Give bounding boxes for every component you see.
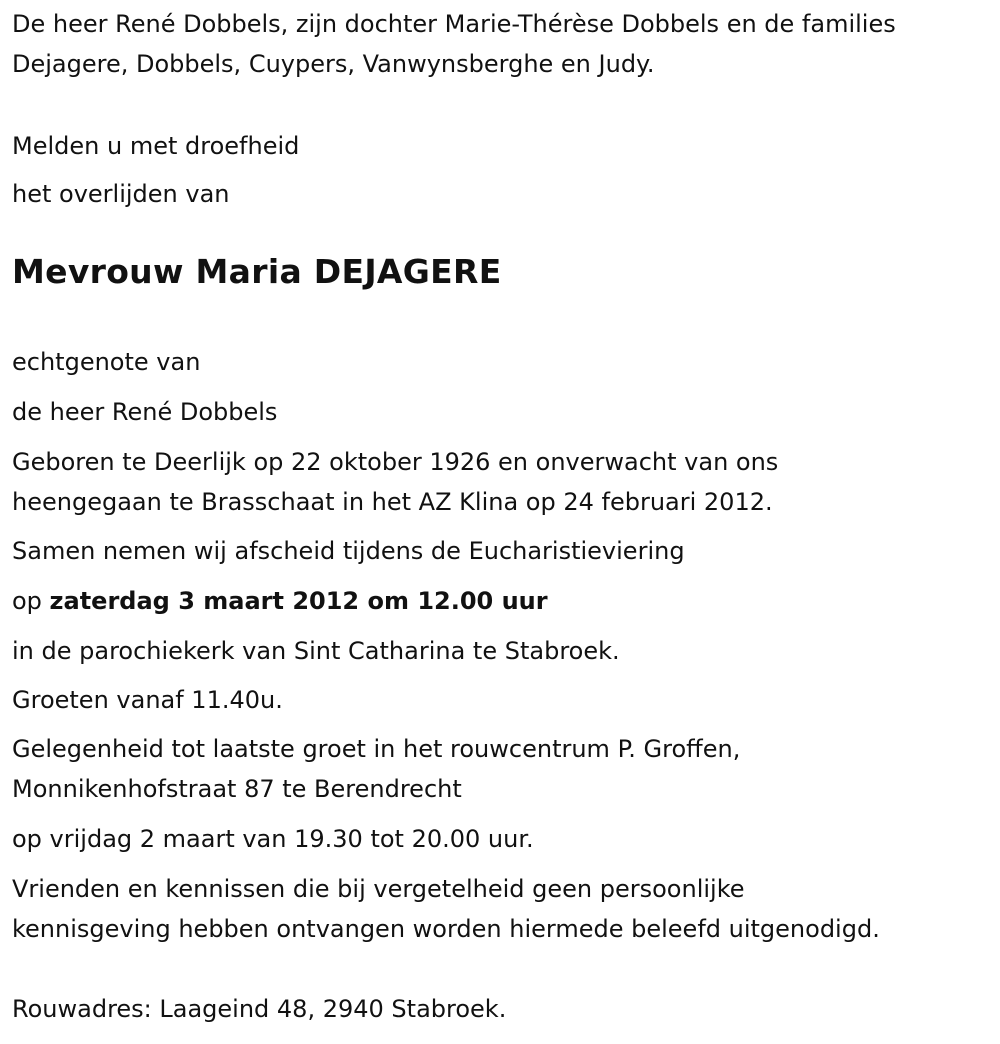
announce-line-2: het overlijden van (12, 180, 230, 208)
viewing-place: Gelegenheid tot laatste groet in het rouwcentrum P. Groffen, Monnikenhofstraat 87 te Berendrecht (12, 735, 741, 803)
service-location: in de parochiekerk van Sint Catharina te Stabroek. (12, 637, 620, 665)
intro-families: De heer René Dobbels, zijn dochter Marie-Thérèse Dobbels en de families Dejagere, Dobbels, Cuypers, Vanwynsberghe en Judy. (12, 10, 896, 78)
viewing-time: op vrijdag 2 maart van 19.30 tot 20.00 uur. (12, 825, 534, 853)
announce-line-1: Melden u met droefheid (12, 132, 300, 160)
birth-death-text: Geboren te Deerlijk op 22 oktober 1926 en onverwacht van ons heengegaan te Brasschaat in het AZ Klina op 24 februari 2012. (12, 448, 779, 516)
spouse-name: de heer René Dobbels (12, 398, 278, 426)
invitation-text: Vrienden en kennissen die bij vergetelheid geen persoonlijke kennisgeving hebben ontvangen worden hiermede beleefd uitgenodigd. (12, 875, 880, 943)
farewell-text: Samen nemen wij afscheid tijdens de Eucharistieviering (12, 537, 685, 565)
service-datetime: zaterdag 3 maart 2012 om 12.00 uur (49, 587, 548, 615)
service-datetime-line (12, 581, 548, 621)
service-prefix: op (12, 587, 50, 615)
greetings-time: Groeten vanaf 11.40u. (12, 686, 283, 714)
spouse-prefix: echtgenote van (12, 348, 201, 376)
deceased-name: Mevrouw Maria DEJAGERE (12, 252, 502, 291)
mourning-address: Rouwadres: Laageind 48, 2940 Stabroek. (12, 995, 507, 1023)
